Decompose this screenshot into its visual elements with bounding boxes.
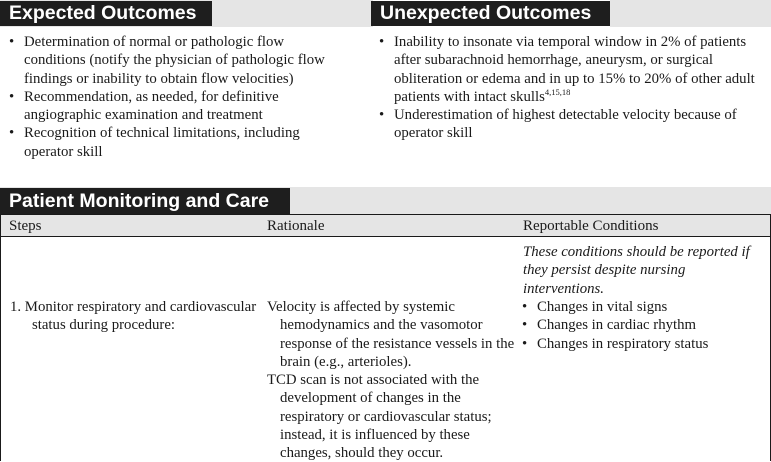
unexpected-outcomes-heading: Unexpected Outcomes <box>371 1 610 26</box>
list-item: • Changes in cardiac rhythm <box>521 316 761 334</box>
rationale-paragraph: TCD scan is not associated with the development of changes in the respiratory or cardiovascular status; instead, it is influenced by these changes, should they occur. <box>267 372 492 462</box>
column-header-steps: Steps <box>9 218 42 234</box>
expected-outcomes-list <box>8 33 348 161</box>
reportable-intro: These conditions should be reported if they persist despite nursing interventions. <box>523 244 750 297</box>
outcomes-header-band-right <box>610 0 771 27</box>
list-item: • Changes in vital signs <box>521 298 761 316</box>
list-item <box>378 33 762 106</box>
unexpected-item-text: Inability to insonate via temporal window in 2% of patients after subarachnoid hemorrhage, aneurysm, or surgical obliteration or edema and in up to 15% to 20% of other adult patients with intact skulls <box>394 34 755 105</box>
step-1: 1. Monitor respiratory and cardiovascular status during procedure: <box>10 299 257 334</box>
reference-superscript: 4,15,18 <box>544 86 571 97</box>
list-item: • Determination of normal or pathologic flow conditions (notify the physician of pathologic flow findings or inability to obtain flow velocities) <box>8 33 348 88</box>
column-header-rationale: Rationale <box>267 218 325 234</box>
list-item: • Changes in respiratory status <box>521 335 761 353</box>
reportable-conditions-list <box>521 298 761 353</box>
expected-outcomes-heading: Expected Outcomes <box>0 1 212 26</box>
patient-monitoring-heading: Patient Monitoring and Care <box>0 188 290 214</box>
list-item: • Underestimation of highest detectable velocity because of operator skill <box>378 106 762 143</box>
list-item: • Recognition of technical limitations, including operator skill <box>8 124 348 161</box>
list-item: • Recommendation, as needed, for definitive angiographic examination and treatment <box>8 88 348 125</box>
table-left-border <box>0 214 1 461</box>
column-header-reportable-conditions: Reportable Conditions <box>523 218 659 234</box>
table-column-header-row <box>0 214 771 237</box>
rationale-paragraph: Velocity is affected by systemic hemodynamics and the vasomotor response of the resistance vessels in the brain (e.g., arterioles). <box>267 299 515 370</box>
unexpected-outcomes-list <box>378 33 762 143</box>
